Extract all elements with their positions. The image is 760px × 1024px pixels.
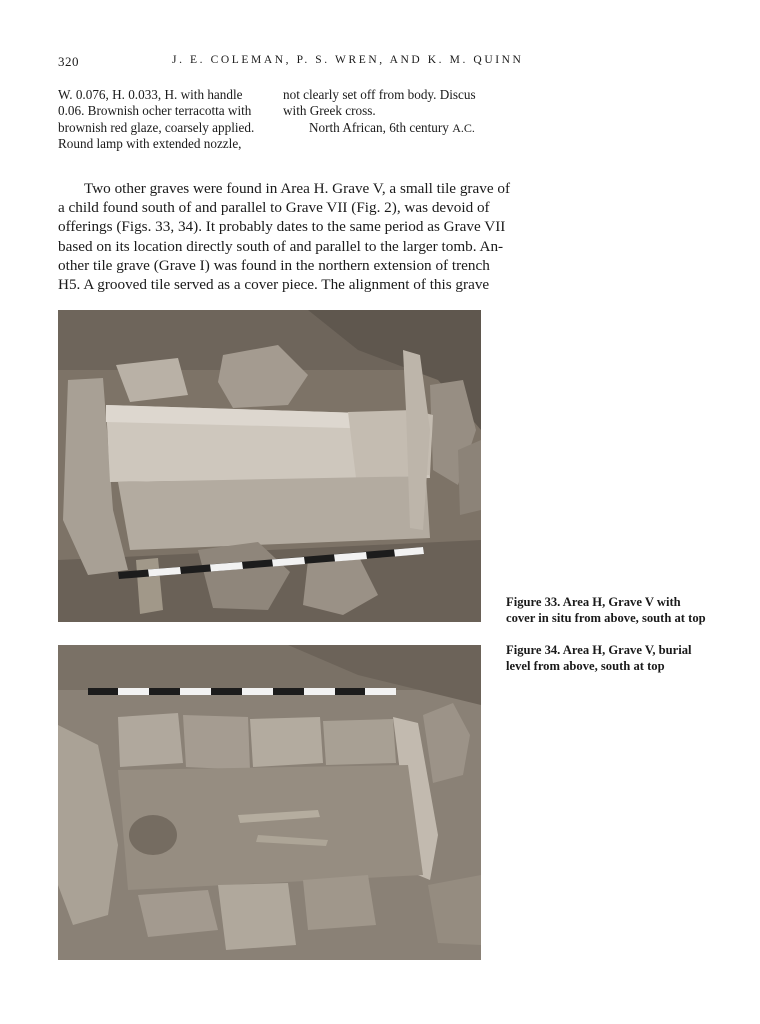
body-line: offerings (Figs. 33, 34). It probably dates to the same period as Grave VII: [58, 218, 506, 236]
caption-line: Figure 34. Area H, Grave V, burial: [506, 643, 692, 657]
scale-bar: [88, 688, 396, 695]
figure-33-caption: [506, 594, 726, 627]
catalog-date-text: North African, 6th century: [309, 119, 453, 135]
body-line: a child found south of and parallel to Grave VII (Fig. 2), was devoid of: [58, 199, 490, 217]
body-line: other tile grave (Grave I) was found in the northern extension of trench: [58, 256, 490, 274]
caption-line: cover in situ from above, south at top: [506, 611, 706, 626]
catalog-line: Round lamp with extended nozzle,: [58, 136, 242, 152]
page-number: 320: [58, 54, 79, 69]
catalog-date: [283, 120, 483, 136]
catalog-line: brownish red glaze, coarsely applied.: [58, 119, 255, 135]
caption-line: level from above, south at top: [506, 659, 665, 674]
catalog-date-era: A.C.: [452, 120, 475, 135]
figure-34-image: [58, 645, 481, 960]
figure-34-photo: [58, 645, 481, 960]
figure-34-caption: [506, 642, 726, 675]
body-line: Two other graves were found in Area H. Grave V, a small tile grave of: [84, 180, 511, 197]
catalog-line: 0.06. Brownish ocher terracotta with: [58, 103, 252, 119]
caption-line: Figure 33. Area H, Grave V with: [506, 595, 681, 609]
running-head: J. E. COLEMAN, P. S. WREN, AND K. M. QUINN: [172, 54, 524, 66]
body-line: based on its location directly south of and parallel to the larger tomb. An-: [58, 237, 504, 255]
figure-33-image: [58, 310, 481, 622]
catalog-line: with Greek cross.: [283, 103, 376, 119]
body-paragraph: [58, 179, 511, 294]
catalog-line: W. 0.076, H. 0.033, H. with handle: [58, 87, 243, 102]
catalog-entry-left-column: [58, 87, 268, 153]
body-line: H5. A grooved tile served as a cover piece. The alignment of this grave: [58, 276, 490, 294]
catalog-entry-right-column: [283, 87, 483, 136]
catalog-line: not clearly set off from body. Discus: [283, 87, 476, 102]
figure-33-photo: [58, 310, 481, 622]
